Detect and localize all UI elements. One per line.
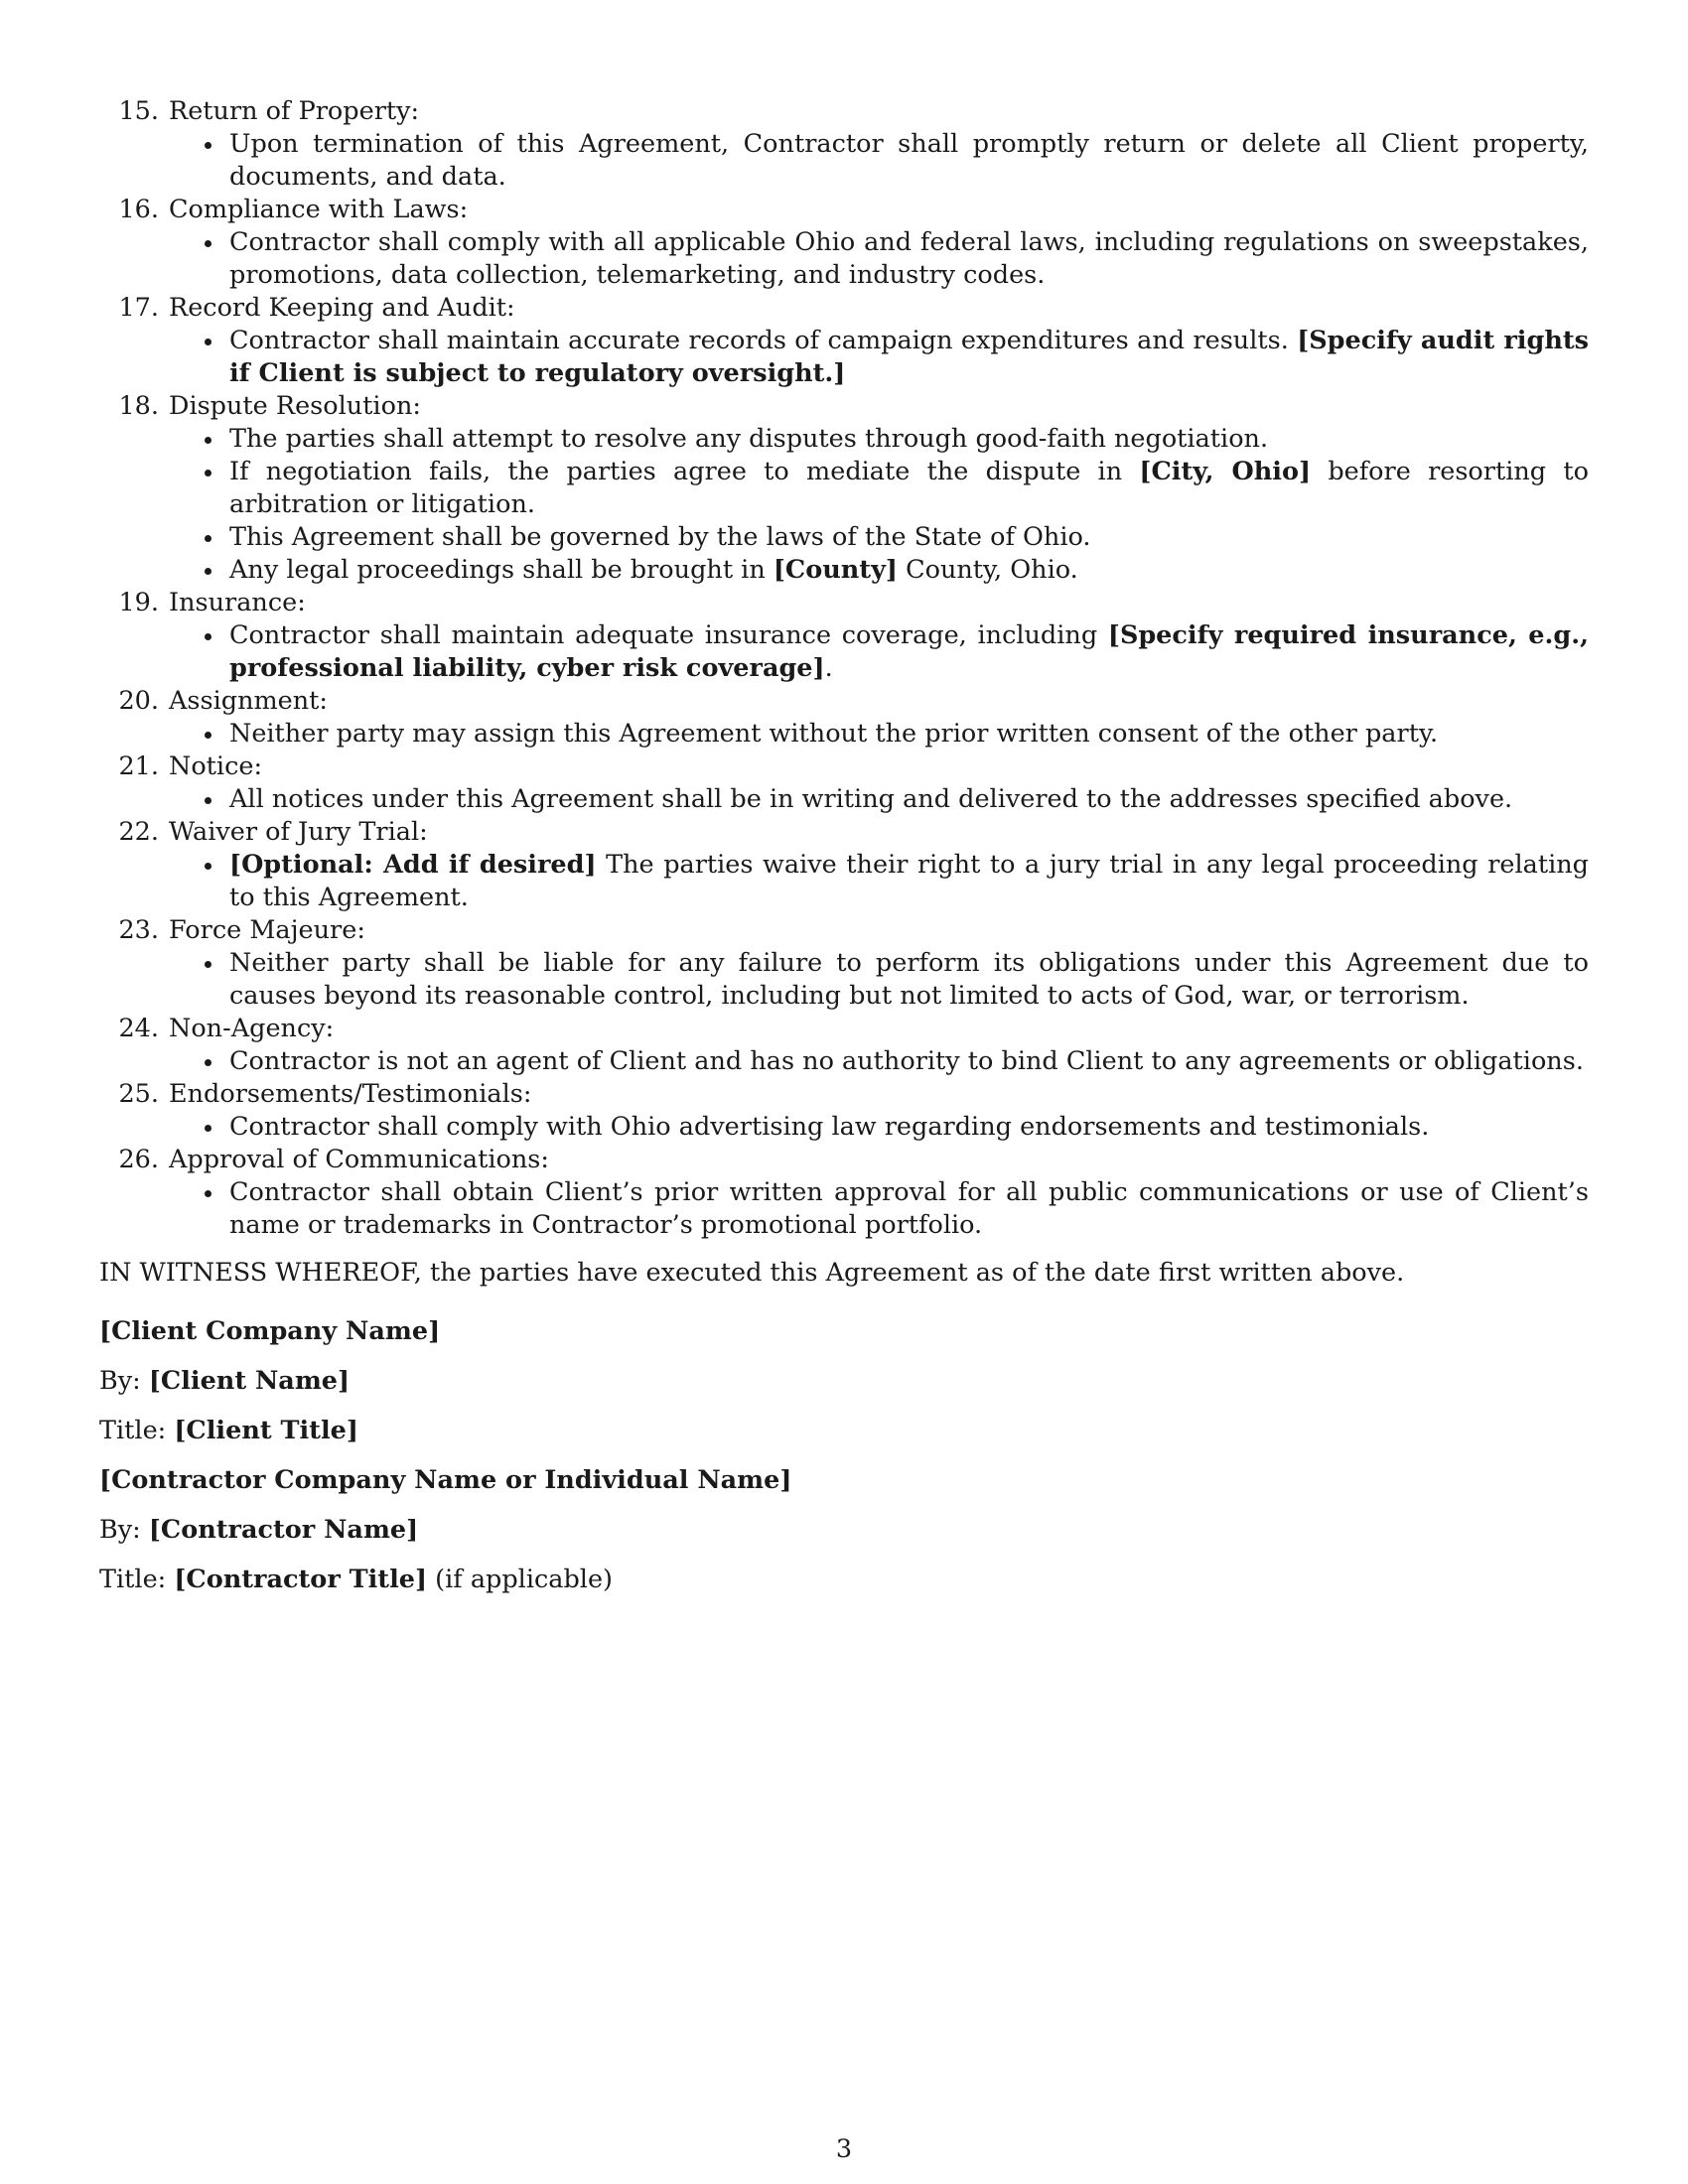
bullet-item [169, 226, 1589, 292]
section-number: 23. [118, 915, 159, 945]
section-15 [99, 95, 1589, 194]
bullet-item [169, 128, 1589, 194]
bullet-item [169, 718, 1589, 751]
placeholder-text: [Specify audit rights if Client is subject to regulatory oversight.] [229, 326, 1589, 388]
bullet-item [169, 521, 1589, 554]
bullet-item [169, 423, 1589, 456]
section-title: Record Keeping and Audit: [169, 293, 515, 323]
placeholder-text: [City, Ohio] [1139, 457, 1312, 486]
clause-text: . [824, 653, 833, 683]
title-label: Title: [99, 1564, 175, 1594]
contractor-title: [Contractor Title] [174, 1564, 428, 1594]
section-list [99, 95, 1589, 1242]
section-number: 18. [118, 391, 159, 421]
section-23 [99, 914, 1589, 1013]
bullet-list [169, 1111, 1589, 1144]
section-16 [99, 194, 1589, 292]
bullet-list [169, 718, 1589, 751]
client-by-line [99, 1365, 1589, 1398]
section-title: Compliance with Laws: [169, 195, 469, 224]
clause-text: Contractor is not an agent of Client and has no authority to bind Client to any agreements or obligations. [229, 1046, 1584, 1076]
contractor-title-line [99, 1564, 1589, 1596]
section-number: 21. [118, 751, 159, 781]
client-company-name: [Client Company Name] [99, 1315, 441, 1346]
bullet-list [169, 423, 1589, 587]
placeholder-text: [Optional: Add if desired] [229, 850, 597, 880]
clause-text: County, Ohio. [897, 555, 1078, 585]
client-company-line [99, 1315, 1589, 1348]
bullet-item [169, 554, 1589, 587]
section-number: 26. [118, 1145, 159, 1174]
section-number: 25. [118, 1079, 159, 1109]
contractor-name: [Contractor Name] [148, 1514, 419, 1545]
bullet-list [169, 325, 1589, 390]
title-label: Title: [99, 1415, 175, 1445]
section-20 [99, 685, 1589, 751]
section-number: 17. [118, 293, 159, 323]
client-name: [Client Name] [148, 1365, 351, 1396]
clause-text: Upon termination of this Agreement, Contractor shall promptly return or delete all Client property, documents, and data. [229, 129, 1589, 192]
clause-text: Contractor shall comply with Ohio advertising law regarding endorsements and testimonials. [229, 1112, 1430, 1142]
bullet-item [169, 619, 1589, 685]
clause-text: The parties waive their right to a jury trial in any legal proceeding relating to this Agreement. [229, 850, 1589, 912]
clause-text: Contractor shall obtain Client’s prior written approval for all public communications or use of Client’s name or trademarks in Contractor’s promotional portfolio. [229, 1177, 1589, 1240]
clause-text: Any legal proceedings shall be brought in [229, 555, 774, 585]
clause-text: The parties shall attempt to resolve any disputes through good-faith negotiation. [229, 424, 1269, 454]
section-18 [99, 390, 1589, 587]
section-title: Waiver of Jury Trial: [169, 817, 428, 847]
section-number: 22. [118, 817, 159, 847]
clause-text: Contractor shall comply with all applicable Ohio and federal laws, including regulations on sweepstakes, promotions, data collection, telemarketing, and industry codes. [229, 227, 1589, 290]
section-19 [99, 587, 1589, 685]
bullet-list [169, 947, 1589, 1013]
section-22 [99, 816, 1589, 914]
bullet-item [169, 325, 1589, 390]
bullet-list [169, 1045, 1589, 1078]
section-21 [99, 751, 1589, 816]
bullet-list [169, 849, 1589, 914]
bullet-item [169, 849, 1589, 914]
placeholder-text: [County] [773, 555, 898, 585]
clause-text: This Agreement shall be governed by the laws of the State of Ohio. [229, 522, 1091, 552]
section-title: Non-Agency: [169, 1014, 335, 1043]
bullet-list [169, 226, 1589, 292]
document-page [99, 95, 1589, 1596]
client-title-line [99, 1415, 1589, 1447]
witness-clause: IN WITNESS WHEREOF, the parties have executed this Agreement as of the date first written above. [99, 1258, 1405, 1288]
bullet-item [169, 456, 1589, 521]
placeholder-text: [Specify required insurance, e.g., professional liability, cyber risk coverage] [229, 620, 1589, 683]
section-25 [99, 1078, 1589, 1144]
section-24 [99, 1013, 1589, 1078]
bullet-item [169, 947, 1589, 1013]
section-17 [99, 292, 1589, 390]
by-label: By: [99, 1365, 149, 1396]
clause-text: All notices under this Agreement shall be in writing and delivered to the addresses specified above. [229, 784, 1513, 814]
bullet-item [169, 1176, 1589, 1242]
section-title: Approval of Communications: [169, 1145, 549, 1174]
contractor-by-line [99, 1514, 1589, 1547]
clause-text: Neither party shall be liable for any failure to perform its obligations under this Agreement due to causes beyond its reasonable control, including but not limited to acts of God, war, or terrorism. [229, 948, 1589, 1011]
section-title: Assignment: [169, 686, 329, 716]
section-title: Force Majeure: [169, 915, 365, 945]
contractor-company-line [99, 1464, 1589, 1497]
bullet-item [169, 783, 1589, 816]
section-title: Insurance: [169, 588, 306, 617]
section-title: Return of Property: [169, 96, 420, 126]
bullet-list [169, 783, 1589, 816]
bullet-item [169, 1111, 1589, 1144]
bullet-list [169, 619, 1589, 685]
section-title: Notice: [169, 751, 263, 781]
section-title: Endorsements/Testimonials: [169, 1079, 532, 1109]
bullet-item [169, 1045, 1589, 1078]
bullet-list [169, 128, 1589, 194]
by-label: By: [99, 1514, 149, 1545]
bullet-list [169, 1176, 1589, 1242]
clause-text: before resorting to arbitration or litigation. [229, 457, 1589, 519]
contractor-title-suffix: (if applicable) [427, 1564, 613, 1594]
clause-text: If negotiation fails, the parties agree to mediate the dispute in [229, 457, 1140, 486]
section-26 [99, 1144, 1589, 1242]
section-number: 24. [118, 1014, 159, 1043]
client-title: [Client Title] [174, 1415, 358, 1445]
section-title: Dispute Resolution: [169, 391, 421, 421]
section-number: 15. [118, 96, 159, 126]
clause-text: Contractor shall maintain adequate insurance coverage, including [229, 620, 1108, 650]
clause-text: Neither party may assign this Agreement without the prior written consent of the other party. [229, 719, 1439, 749]
section-number: 16. [118, 195, 159, 224]
clause-text: Contractor shall maintain accurate records of campaign expenditures and results. [229, 326, 1298, 355]
contractor-company-name: [Contractor Company Name or Individual Name] [99, 1464, 792, 1495]
section-number: 19. [118, 588, 159, 617]
page-number: 3 [835, 2134, 853, 2164]
section-number: 20. [118, 686, 159, 716]
signature-block [99, 1315, 1589, 1596]
